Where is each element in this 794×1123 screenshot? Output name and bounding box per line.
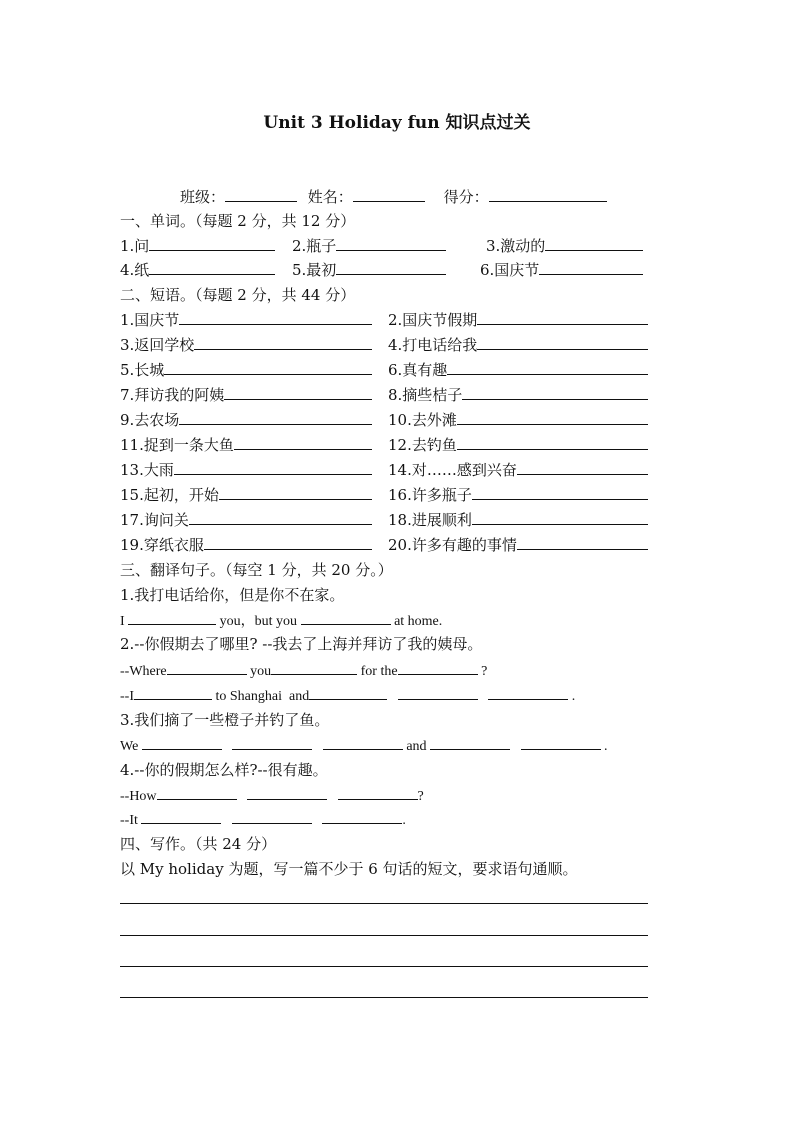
answer-blank[interactable] [234,434,372,450]
answer-blank[interactable] [472,509,648,525]
score-label: 得分： [443,188,489,206]
phrase-item [120,534,372,556]
section4-heading: 四、写作。（共 24 分） [120,835,277,853]
phrase-item [388,409,648,431]
answer-blank[interactable] [271,659,357,675]
score-blank[interactable] [489,186,607,202]
answer-blank[interactable] [142,734,222,750]
answer-blank[interactable] [189,509,372,525]
answer-blank[interactable] [149,235,275,251]
phrase-label: 4.打电话给我 [388,336,478,354]
answer-blank[interactable] [398,684,478,700]
sentence-cn: 4.--你的假期怎么样?--很有趣。 [120,761,328,779]
phrase-label: 12.去钓鱼 [388,436,457,454]
answer-blank[interactable] [447,359,648,375]
answer-blank[interactable] [167,659,247,675]
answer-blank[interactable] [309,684,387,700]
word-item: 5.最初 [292,259,446,281]
sentence-en: I you，but you at home. [120,609,442,631]
phrase-item [388,484,648,506]
answer-blank[interactable] [194,334,372,350]
phrase-label: 8.摘些桔子 [388,386,463,404]
writing-line[interactable] [120,997,648,998]
phrase-item [388,334,648,356]
answer-blank[interactable] [457,434,648,450]
answer-blank[interactable] [128,609,216,625]
phrase-label: 7.拜访我的阿姨 [120,386,225,404]
sentence-cn: 1.我打电话给你，但是你不在家。 [120,586,345,604]
name-label: 姓名： [307,188,353,206]
phrase-label: 3.返回学校 [120,336,195,354]
phrase-item [388,434,648,456]
phrase-label: 16.许多瓶子 [388,486,472,504]
answer-blank[interactable] [336,235,446,251]
phrase-label: 17.询问关 [120,511,189,529]
answer-blank[interactable] [398,659,478,675]
word-item: 2.瓶子 [292,235,446,257]
phrase-item [388,534,648,556]
answer-blank[interactable] [322,808,402,824]
phrase-item [120,409,372,431]
sentence-en: --It . [120,808,406,830]
answer-blank[interactable] [219,484,372,500]
phrase-item [388,459,648,481]
answer-blank[interactable] [179,309,372,325]
phrase-item [120,359,372,381]
answer-blank[interactable] [521,734,601,750]
word-item: 3.激动的 [486,235,643,257]
class-blank[interactable] [225,186,297,202]
phrase-label: 18.进展顺利 [388,511,472,529]
phrase-item [120,509,372,531]
phrase-item [388,309,648,331]
sentence-en: We and . [120,734,608,756]
phrase-label: 1.国庆节 [120,311,180,329]
phrase-label: 10.去外滩 [388,411,457,429]
answer-blank[interactable] [157,784,237,800]
phrase-item [120,434,372,456]
answer-blank[interactable] [149,259,275,275]
phrase-label: 11.捉到一条大鱼 [120,436,234,454]
sentence-en: --How ? [120,784,424,806]
answer-blank[interactable] [457,409,648,425]
phrase-item [120,384,372,406]
answer-blank[interactable] [247,784,327,800]
page-title: Unit 3 Holiday fun 知识点过关 [263,113,531,133]
answer-blank[interactable] [224,384,372,400]
phrase-item [120,459,372,481]
sentence-en: --I to Shanghai and . [120,684,575,706]
answer-blank[interactable] [517,534,648,550]
writing-line[interactable] [120,966,648,967]
phrase-label: 5.长城 [120,361,165,379]
phrase-label: 15.起初，开始 [120,486,219,504]
answer-blank[interactable] [336,259,446,275]
phrase-item [388,509,648,531]
phrase-label: 2.国庆节假期 [388,311,478,329]
answer-blank[interactable] [430,734,510,750]
answer-blank[interactable] [232,808,312,824]
phrase-item [388,359,648,381]
answer-blank[interactable] [174,459,372,475]
class-label: 班级： [180,188,226,206]
section1-heading: 一、单词。（每题 2 分，共 12 分） [120,212,356,230]
answer-blank[interactable] [179,409,372,425]
answer-blank[interactable] [204,534,372,550]
answer-blank[interactable] [477,334,648,350]
phrase-item [120,334,372,356]
sentence-en: --Where you for the ? [120,659,487,681]
answer-blank[interactable] [164,359,372,375]
phrase-label: 14.对……感到兴奋 [388,461,517,479]
word-item: 1.问 [120,235,275,257]
answer-blank[interactable] [462,384,648,400]
section2-heading: 二、短语。（每题 2 分，共 44 分） [120,286,356,304]
answer-blank[interactable] [338,784,418,800]
writing-line[interactable] [120,903,648,904]
answer-blank[interactable] [472,484,648,500]
writing-prompt: 以 My holiday 为题，写一篇不少于 6 句话的短文，要求语句通顺。 [120,860,578,878]
answer-blank[interactable] [539,259,643,275]
phrase-label: 19.穿纸衣服 [120,536,204,554]
answer-blank[interactable] [134,684,212,700]
student-info-row [180,186,607,208]
word-item: 6.国庆节 [480,259,643,281]
answer-blank[interactable] [488,684,568,700]
phrase-item [120,484,372,506]
word-item: 4.纸 [120,259,275,281]
section3-heading: 三、翻译句子。（每空 1 分，共 20 分。） [120,561,393,579]
phrase-label: 13.大雨 [120,461,174,479]
answer-blank[interactable] [517,459,648,475]
answer-blank[interactable] [477,309,648,325]
answer-blank[interactable] [545,235,643,251]
phrase-label: 20.许多有趣的事情 [388,536,517,554]
sentence-cn: 2.--你假期去了哪里? --我去了上海并拜访了我的姨母。 [120,635,483,653]
answer-blank[interactable] [323,734,403,750]
phrase-label: 6.真有趣 [388,361,448,379]
sentence-cn: 3.我们摘了一些橙子并钓了鱼。 [120,711,330,729]
name-blank[interactable] [353,186,425,202]
answer-blank[interactable] [301,609,391,625]
answer-blank[interactable] [232,734,312,750]
phrase-label: 9.去农场 [120,411,180,429]
phrase-item [388,384,648,406]
phrase-item [120,309,372,331]
answer-blank[interactable] [141,808,221,824]
writing-line[interactable] [120,935,648,936]
